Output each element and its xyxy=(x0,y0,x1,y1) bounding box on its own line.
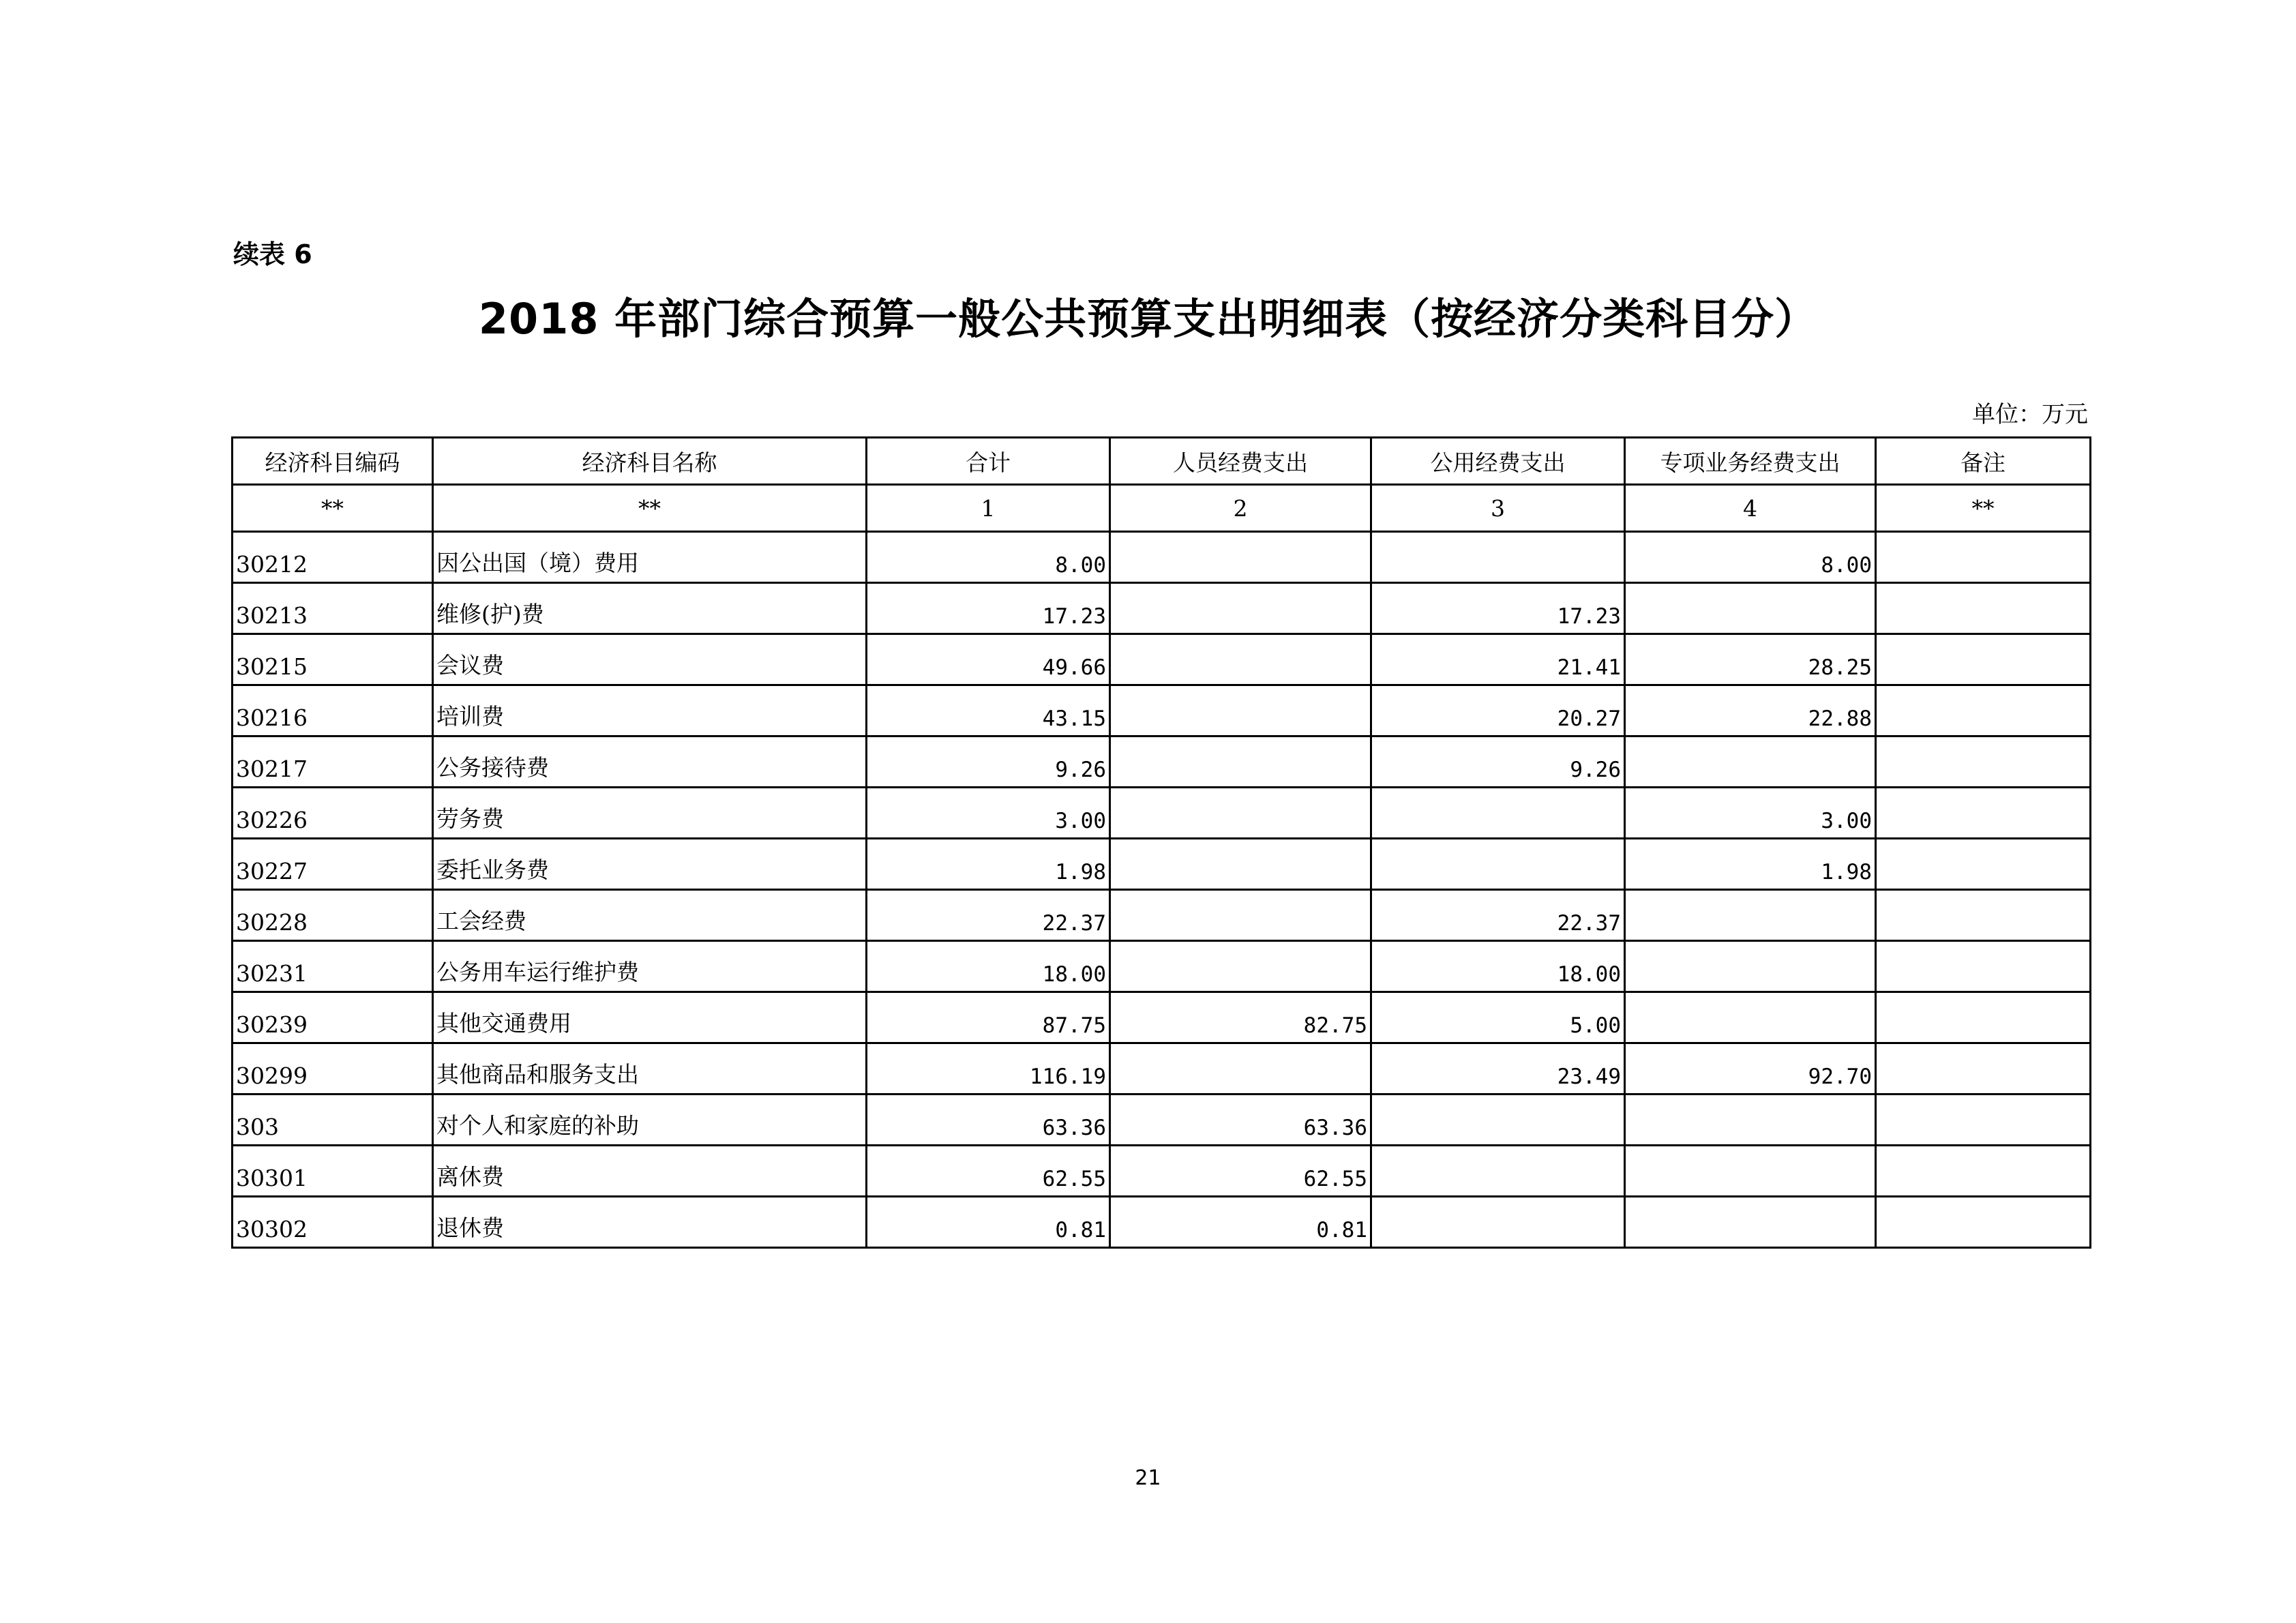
cell-code: 30302 xyxy=(233,1197,433,1248)
cell-note xyxy=(1876,890,2091,941)
cell-code: 30215 xyxy=(233,634,433,685)
cell-code: 30217 xyxy=(233,736,433,788)
cell-special xyxy=(1625,583,1876,634)
cell-name: 对个人和家庭的补助 xyxy=(433,1095,867,1146)
cell-public: 22.37 xyxy=(1371,890,1625,941)
cell-code: 30212 xyxy=(233,532,433,583)
table-row xyxy=(233,890,2091,941)
cell-special xyxy=(1625,1197,1876,1248)
table-row xyxy=(233,1197,2091,1248)
cell-personnel xyxy=(1110,839,1371,890)
cell-total: 8.00 xyxy=(867,532,1110,583)
cell-name: 其他交通费用 xyxy=(433,992,867,1043)
cell-note xyxy=(1876,1095,2091,1146)
cell-special: 3.00 xyxy=(1625,788,1876,839)
cell-code: 30228 xyxy=(233,890,433,941)
cell-name: 其他商品和服务支出 xyxy=(433,1043,867,1095)
page-title: 2018 年部门综合预算一般公共预算支出明细表（按经济分类科目分） xyxy=(478,294,1818,344)
cell-public xyxy=(1371,1197,1625,1248)
cell-total: 1.98 xyxy=(867,839,1110,890)
cell-public: 23.49 xyxy=(1371,1043,1625,1095)
cell-total: 22.37 xyxy=(867,890,1110,941)
index-cell: ** xyxy=(433,485,867,532)
cell-special: 28.25 xyxy=(1625,634,1876,685)
budget-table xyxy=(231,436,2091,1249)
cell-total: 116.19 xyxy=(867,1043,1110,1095)
header-name: 经济科目名称 xyxy=(433,438,867,485)
cell-personnel xyxy=(1110,941,1371,992)
table-row xyxy=(233,634,2091,685)
cell-public: 20.27 xyxy=(1371,685,1625,736)
cell-code: 30231 xyxy=(233,941,433,992)
cell-name: 因公出国（境）费用 xyxy=(433,532,867,583)
index-cell: 1 xyxy=(867,485,1110,532)
cell-public xyxy=(1371,1146,1625,1197)
cell-note xyxy=(1876,1146,2091,1197)
cell-name: 维修(护)费 xyxy=(433,583,867,634)
cell-personnel xyxy=(1110,583,1371,634)
cell-note xyxy=(1876,685,2091,736)
cell-code: 303 xyxy=(233,1095,433,1146)
cell-name: 劳务费 xyxy=(433,788,867,839)
cell-personnel xyxy=(1110,890,1371,941)
cell-name: 离休费 xyxy=(433,1146,867,1197)
header-personnel: 人员经费支出 xyxy=(1110,438,1371,485)
table-row xyxy=(233,1043,2091,1095)
cell-personnel xyxy=(1110,1043,1371,1095)
cell-name: 培训费 xyxy=(433,685,867,736)
cell-total: 0.81 xyxy=(867,1197,1110,1248)
cell-note xyxy=(1876,736,2091,788)
table-row xyxy=(233,736,2091,788)
cell-note xyxy=(1876,1043,2091,1095)
cell-total: 62.55 xyxy=(867,1146,1110,1197)
cell-code: 30213 xyxy=(233,583,433,634)
table-row xyxy=(233,941,2091,992)
index-cell: ** xyxy=(1876,485,2091,532)
cell-special: 92.70 xyxy=(1625,1043,1876,1095)
cell-name: 公务用车运行维护费 xyxy=(433,941,867,992)
page-number: 21 xyxy=(1135,1466,1161,1490)
cell-public xyxy=(1371,1095,1625,1146)
cell-name: 公务接待费 xyxy=(433,736,867,788)
cell-special: 8.00 xyxy=(1625,532,1876,583)
table-row xyxy=(233,788,2091,839)
cell-note xyxy=(1876,583,2091,634)
cell-name: 委托业务费 xyxy=(433,839,867,890)
cell-public: 17.23 xyxy=(1371,583,1625,634)
cell-personnel xyxy=(1110,788,1371,839)
table-row xyxy=(233,685,2091,736)
table-row xyxy=(233,1095,2091,1146)
cell-personnel xyxy=(1110,685,1371,736)
cell-total: 9.26 xyxy=(867,736,1110,788)
header-row xyxy=(233,438,2091,485)
cell-personnel: 0.81 xyxy=(1110,1197,1371,1248)
cell-note xyxy=(1876,839,2091,890)
cell-code: 30216 xyxy=(233,685,433,736)
cell-note xyxy=(1876,992,2091,1043)
cell-name: 工会经费 xyxy=(433,890,867,941)
cell-code: 30226 xyxy=(233,788,433,839)
cell-public: 9.26 xyxy=(1371,736,1625,788)
table-row xyxy=(233,992,2091,1043)
cell-note xyxy=(1876,788,2091,839)
cell-code: 30301 xyxy=(233,1146,433,1197)
cell-name: 退休费 xyxy=(433,1197,867,1248)
unit-label: 单位：万元 xyxy=(1972,401,2088,428)
cell-personnel xyxy=(1110,634,1371,685)
cell-personnel: 63.36 xyxy=(1110,1095,1371,1146)
cell-total: 49.66 xyxy=(867,634,1110,685)
cell-total: 17.23 xyxy=(867,583,1110,634)
cell-public xyxy=(1371,532,1625,583)
cell-public xyxy=(1371,788,1625,839)
index-cell: 3 xyxy=(1371,485,1625,532)
cell-note xyxy=(1876,1197,2091,1248)
cell-personnel: 62.55 xyxy=(1110,1146,1371,1197)
cell-name: 会议费 xyxy=(433,634,867,685)
header-total: 合计 xyxy=(867,438,1110,485)
cell-special: 22.88 xyxy=(1625,685,1876,736)
cell-note xyxy=(1876,532,2091,583)
index-cell: ** xyxy=(233,485,433,532)
index-cell: 4 xyxy=(1625,485,1876,532)
cell-total: 63.36 xyxy=(867,1095,1110,1146)
cell-total: 43.15 xyxy=(867,685,1110,736)
table-row xyxy=(233,839,2091,890)
header-special: 专项业务经费支出 xyxy=(1625,438,1876,485)
cell-public: 21.41 xyxy=(1371,634,1625,685)
cell-public: 18.00 xyxy=(1371,941,1625,992)
cell-total: 18.00 xyxy=(867,941,1110,992)
cell-special xyxy=(1625,1146,1876,1197)
header-public: 公用经费支出 xyxy=(1371,438,1625,485)
index-cell: 2 xyxy=(1110,485,1371,532)
cell-personnel: 82.75 xyxy=(1110,992,1371,1043)
cell-special xyxy=(1625,736,1876,788)
cell-special xyxy=(1625,941,1876,992)
cell-special xyxy=(1625,890,1876,941)
cell-public: 5.00 xyxy=(1371,992,1625,1043)
cell-code: 30227 xyxy=(233,839,433,890)
header-code: 经济科目编码 xyxy=(233,438,433,485)
cell-note xyxy=(1876,941,2091,992)
header-note: 备注 xyxy=(1876,438,2091,485)
cell-public xyxy=(1371,839,1625,890)
table-row xyxy=(233,583,2091,634)
cell-special xyxy=(1625,1095,1876,1146)
cell-personnel xyxy=(1110,736,1371,788)
cell-personnel xyxy=(1110,532,1371,583)
cell-special xyxy=(1625,992,1876,1043)
cell-special: 1.98 xyxy=(1625,839,1876,890)
cell-total: 87.75 xyxy=(867,992,1110,1043)
cell-total: 3.00 xyxy=(867,788,1110,839)
continued-table-label: 续表 6 xyxy=(233,239,312,269)
table-row xyxy=(233,1146,2091,1197)
index-row xyxy=(233,485,2091,532)
cell-note xyxy=(1876,634,2091,685)
cell-code: 30239 xyxy=(233,992,433,1043)
table-row xyxy=(233,532,2091,583)
cell-code: 30299 xyxy=(233,1043,433,1095)
